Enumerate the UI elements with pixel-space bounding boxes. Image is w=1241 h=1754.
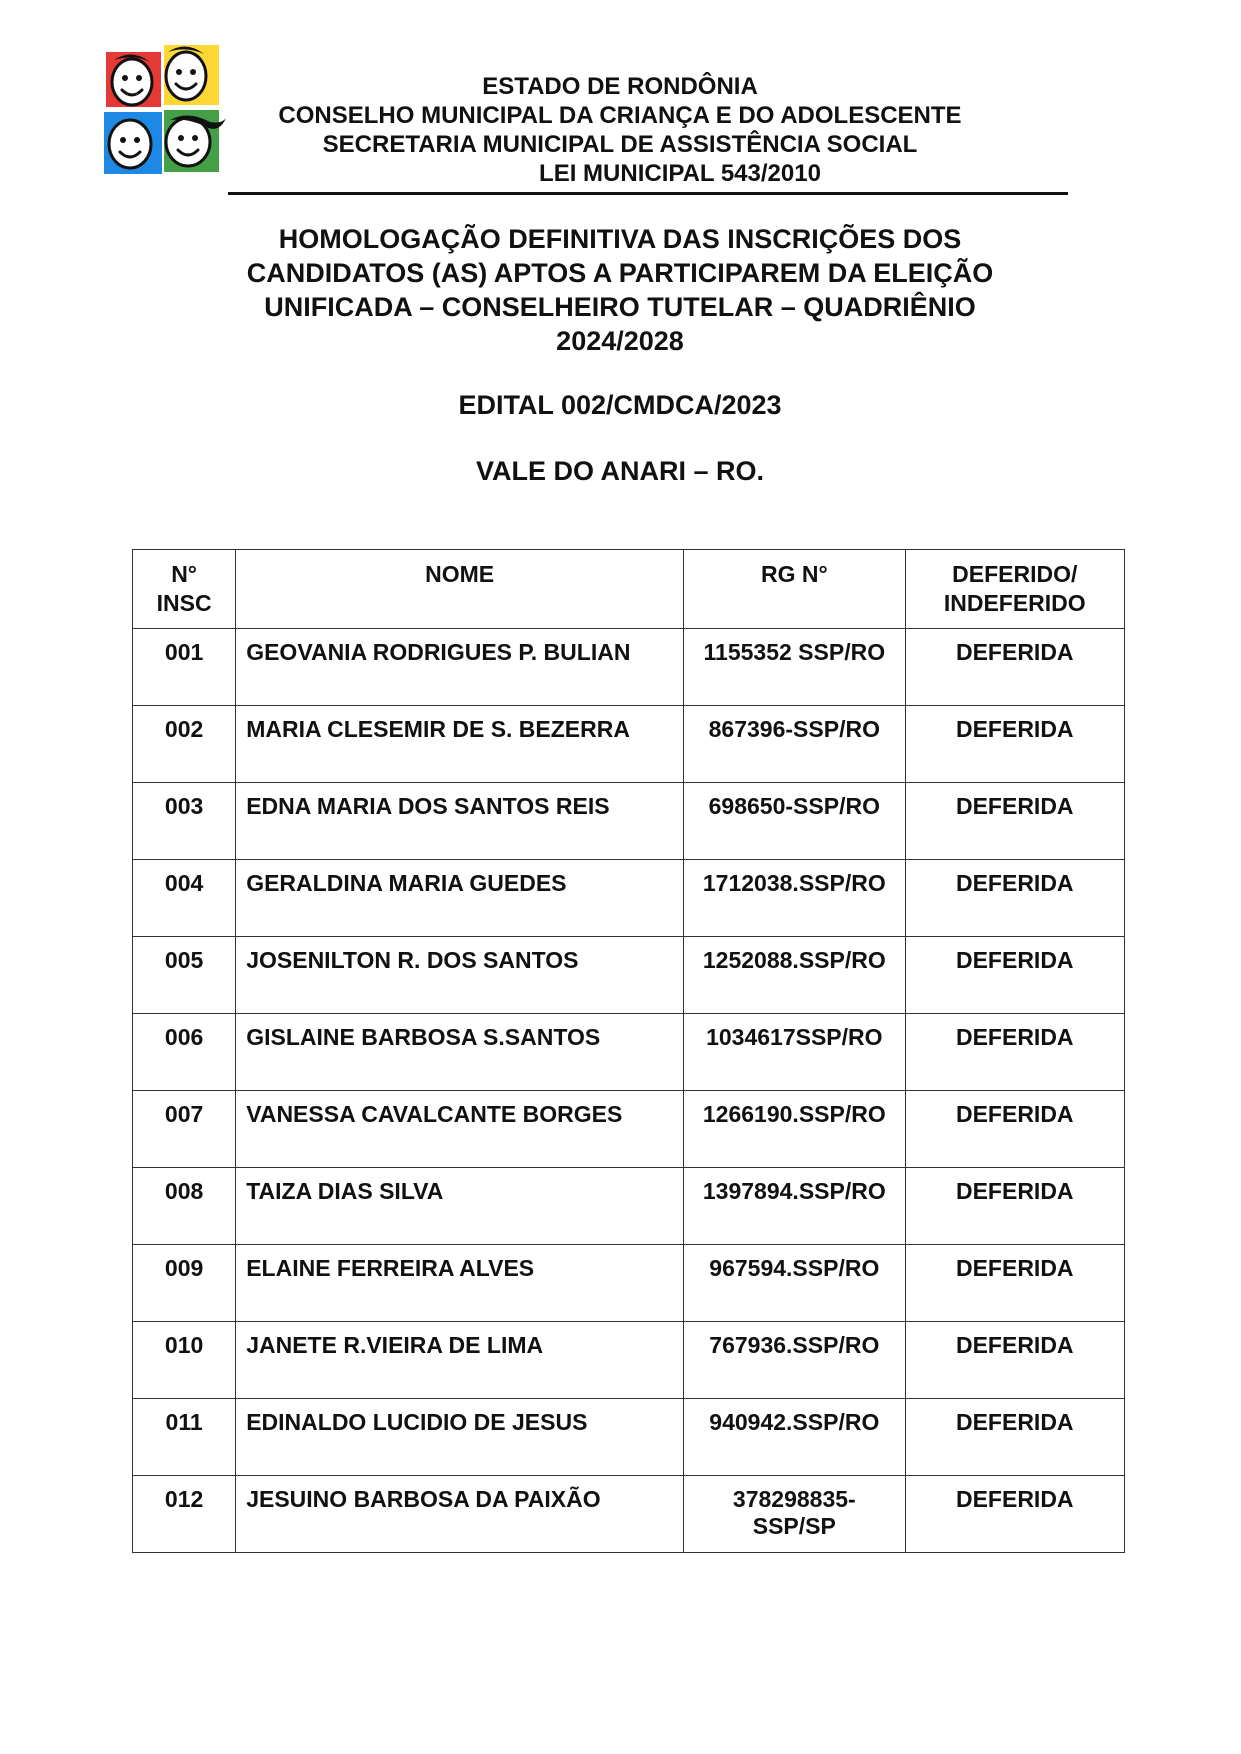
header-divider: [228, 192, 1068, 195]
cell-status: DEFERIDA: [905, 1322, 1124, 1399]
table-row: [133, 1014, 1125, 1091]
cell-insc: 006: [133, 1014, 236, 1091]
header-nome: NOME: [236, 550, 684, 629]
header-status-line: INDEFERIDO: [943, 590, 1086, 616]
candidates-table: [132, 549, 1125, 1553]
cell-rg: 378298835-SSP/SP: [684, 1476, 905, 1553]
header-status: [905, 550, 1124, 629]
table-row: [133, 1245, 1125, 1322]
cell-status: DEFERIDA: [905, 629, 1124, 706]
cell-status: DEFERIDA: [905, 1091, 1124, 1168]
cell-nome: JESUINO BARBOSA DA PAIXÃO: [236, 1476, 684, 1553]
table-row: [133, 1091, 1125, 1168]
cell-nome: TAIZA DIAS SILVA: [236, 1168, 684, 1245]
table-row: [133, 629, 1125, 706]
cell-rg: 1034617SSP/RO: [684, 1014, 905, 1091]
title-line: UNIFICADA – CONSELHEIRO TUTELAR – QUADRIÊNIO: [264, 292, 976, 322]
table-row: [133, 706, 1125, 783]
cell-rg: 1252088.SSP/RO: [684, 937, 905, 1014]
title-line: CANDIDATOS (AS) APTOS A PARTICIPAREM DA ELEIÇÃO: [246, 258, 994, 288]
cell-status: DEFERIDA: [905, 1476, 1124, 1553]
table-header-row: [133, 550, 1125, 629]
header-state: ESTADO DE RONDÔNIA: [482, 73, 758, 100]
cell-status: DEFERIDA: [905, 783, 1124, 860]
cell-status: DEFERIDA: [905, 706, 1124, 783]
cmdca-logo: [94, 40, 234, 190]
cell-rg: 967594.SSP/RO: [684, 1245, 905, 1322]
document-header: [230, 72, 1010, 188]
cell-nome: MARIA CLESEMIR DE S. BEZERRA: [236, 706, 684, 783]
cell-insc: 007: [133, 1091, 236, 1168]
document-title: [170, 222, 1070, 358]
cell-nome: EDINALDO LUCIDIO DE JESUS: [236, 1399, 684, 1476]
cell-rg: 767936.SSP/RO: [684, 1322, 905, 1399]
cell-rg: 940942.SSP/RO: [684, 1399, 905, 1476]
cell-rg: 867396-SSP/RO: [684, 706, 905, 783]
cell-nome: GEOVANIA RODRIGUES P. BULIAN: [236, 629, 684, 706]
cell-nome: JOSENILTON R. DOS SANTOS: [236, 937, 684, 1014]
cell-status: DEFERIDA: [905, 1399, 1124, 1476]
edital-number: EDITAL 002/CMDCA/2023: [458, 390, 782, 420]
cell-rg: 1397894.SSP/RO: [684, 1168, 905, 1245]
cell-insc: 012: [133, 1476, 236, 1553]
cell-insc: 009: [133, 1245, 236, 1322]
table-row: [133, 1476, 1125, 1553]
cell-insc: 005: [133, 937, 236, 1014]
cell-status: DEFERIDA: [905, 1168, 1124, 1245]
header-council: CONSELHO MUNICIPAL DA CRIANÇA E DO ADOLESCENTE: [278, 102, 962, 129]
cell-rg: 1712038.SSP/RO: [684, 860, 905, 937]
cell-status: DEFERIDA: [905, 1245, 1124, 1322]
header-secretariat: SECRETARIA MUNICIPAL DE ASSISTÊNCIA SOCIAL: [322, 131, 918, 158]
cell-insc: 002: [133, 706, 236, 783]
cell-insc: 004: [133, 860, 236, 937]
table-row: [133, 937, 1125, 1014]
cell-status: DEFERIDA: [905, 1014, 1124, 1091]
cell-nome: JANETE R.VIEIRA DE LIMA: [236, 1322, 684, 1399]
cell-rg: 1266190.SSP/RO: [684, 1091, 905, 1168]
table-row: [133, 860, 1125, 937]
cell-nome: GERALDINA MARIA GUEDES: [236, 860, 684, 937]
header-law: LEI MUNICIPAL 543/2010: [539, 160, 821, 187]
title-line: 2024/2028: [556, 326, 684, 356]
cell-insc: 008: [133, 1168, 236, 1245]
cell-status: DEFERIDA: [905, 860, 1124, 937]
cell-rg: 1155352 SSP/RO: [684, 629, 905, 706]
cell-nome: VANESSA CAVALCANTE BORGES: [236, 1091, 684, 1168]
cell-insc: 010: [133, 1322, 236, 1399]
header-status-line: DEFERIDO/: [952, 561, 1078, 587]
cell-status: DEFERIDA: [905, 937, 1124, 1014]
header-insc-line: INSC: [156, 590, 212, 616]
cell-nome: ELAINE FERREIRA ALVES: [236, 1245, 684, 1322]
table-row: [133, 1168, 1125, 1245]
title-line: HOMOLOGAÇÃO DEFINITIVA DAS INSCRIÇÕES DOS: [278, 224, 962, 254]
table-row: [133, 1399, 1125, 1476]
header-insc-line: N°: [171, 561, 197, 587]
cell-nome: EDNA MARIA DOS SANTOS REIS: [236, 783, 684, 860]
table-row: [133, 783, 1125, 860]
cell-nome: GISLAINE BARBOSA S.SANTOS: [236, 1014, 684, 1091]
municipality: VALE DO ANARI – RO.: [475, 456, 765, 486]
header-rg: RG N°: [684, 550, 905, 629]
table-row: [133, 1322, 1125, 1399]
cell-insc: 001: [133, 629, 236, 706]
header-insc: [133, 550, 236, 629]
cell-rg: 698650-SSP/RO: [684, 783, 905, 860]
cell-insc: 003: [133, 783, 236, 860]
cell-insc: 011: [133, 1399, 236, 1476]
